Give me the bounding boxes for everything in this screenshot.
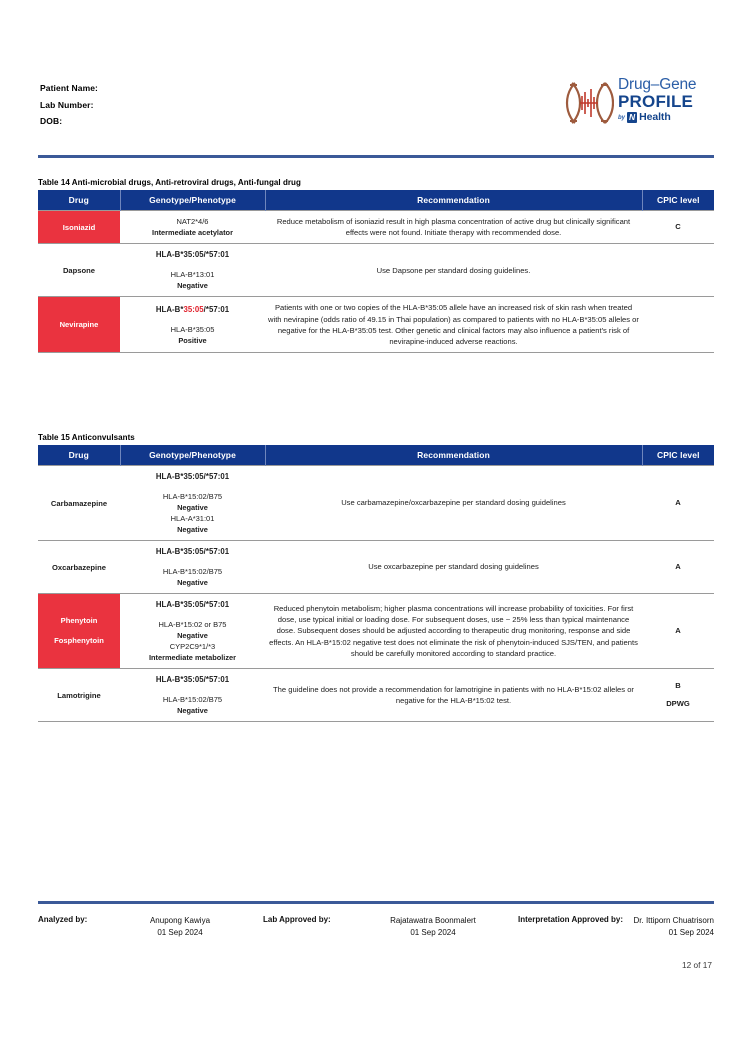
genotype-cell xyxy=(120,594,265,669)
drug-name: Dapsone xyxy=(62,265,96,275)
genotype-header xyxy=(123,304,262,315)
table-15-header-row xyxy=(38,445,714,466)
genotype-header-pre: HLA-B* xyxy=(155,250,184,260)
genotype-status: Negative xyxy=(177,631,208,640)
logo-by-text: by xyxy=(618,115,626,121)
signoff-name: Anupong Kawiya xyxy=(149,916,211,925)
genotype-header-post: 35:05/*57:01 xyxy=(183,250,230,260)
genotype-header xyxy=(123,471,262,482)
signoff-label: Analyzed by: xyxy=(38,915,88,924)
genotype-header-pre: HLA-B* xyxy=(155,304,184,314)
genotype-cell xyxy=(120,211,265,244)
signoff-lab-approved-by xyxy=(263,915,518,939)
genotype-cell xyxy=(120,466,265,541)
genotype-status: Negative xyxy=(177,578,208,587)
genotype-header-highlight: 35:05 xyxy=(183,304,204,314)
header-divider xyxy=(38,155,714,158)
table-15-caption: Table 15 Anticonvulsants xyxy=(38,433,135,442)
lab-number-label: Lab Number: xyxy=(40,99,94,110)
genotype-header xyxy=(123,546,262,557)
column-header-genotype: Genotype/Phenotype xyxy=(120,190,265,211)
table-15 xyxy=(38,445,714,722)
column-header-cpic-level: CPIC level xyxy=(642,445,714,466)
column-header-recommendation: Recommendation xyxy=(265,445,642,466)
signoff-bar xyxy=(38,915,714,939)
signoff-label: Interpretation Approved by: xyxy=(518,915,624,924)
genotype-status: Negative xyxy=(177,706,208,715)
genotype-header-post: 35:05/*57:01 xyxy=(183,547,230,556)
signoff-name: Dr. Ittiporn Chuatrisorn xyxy=(633,916,714,925)
table-row xyxy=(38,297,714,353)
genotype-header xyxy=(123,674,262,685)
cpic-level-cell: A xyxy=(642,466,714,541)
genotype-cell xyxy=(120,244,265,297)
genotype-status-2: Intermediate metabolizer xyxy=(148,653,237,662)
drug-cell xyxy=(38,669,120,722)
table-15-section xyxy=(38,433,714,722)
footer-divider xyxy=(38,901,714,904)
drug-name: Isoniazid xyxy=(62,222,96,232)
patient-name-label: Patient Name: xyxy=(40,83,98,93)
table-14 xyxy=(38,190,714,353)
drug-name: Lamotrigine xyxy=(57,690,101,700)
drug-name: Carbamazepine xyxy=(50,498,108,508)
genotype-allele: HLA-B*35:05 xyxy=(170,324,215,334)
genotype-allele: NAT2*4/6 xyxy=(176,217,209,227)
genotype-header-pre: HLA-B* xyxy=(155,547,184,556)
genotype-cell xyxy=(120,669,265,722)
drug-cell xyxy=(38,541,120,594)
cpic-level-cell: A xyxy=(642,541,714,594)
genotype-header xyxy=(123,249,262,260)
signoff-date: 01 Sep 2024 xyxy=(668,928,714,937)
genotype-cell xyxy=(120,297,265,353)
drug-cell xyxy=(38,466,120,541)
signoff-label: Lab Approved by: xyxy=(263,915,331,924)
drug-cell xyxy=(38,244,120,297)
genotype-allele: HLA-B*15:02/B75 xyxy=(162,695,223,704)
dna-helix-icon xyxy=(564,80,614,126)
table-row xyxy=(38,541,714,594)
genotype-allele: HLA-B*13:01 xyxy=(170,270,215,280)
genotype-status: Negative xyxy=(177,503,208,512)
genotype-status-2: Negative xyxy=(177,525,208,534)
cpic-level-cell xyxy=(642,297,714,353)
drug-name-alt: Fosphenytoin xyxy=(54,636,104,645)
table-row xyxy=(38,669,714,722)
genotype-header-post: /*57:01 xyxy=(203,304,230,314)
recommendation-cell: Use Dapsone per standard dosing guidelines. xyxy=(265,244,642,297)
genotype-header-pre: HLA-B* xyxy=(155,472,184,481)
cpic-level-cell: C xyxy=(642,211,714,244)
genotype-status: Intermediate acetylator xyxy=(152,228,233,238)
genotype-cell xyxy=(120,541,265,594)
table-row xyxy=(38,466,714,541)
signoff-value xyxy=(110,915,250,939)
signoff-value xyxy=(353,915,513,939)
recommendation-cell: Patients with one or two copies of the HLA-B*35:05 allele have an increased risk of skin rash when treated with nevirapine (odds ratio of 49.15 in Thai population) as compared to patients with no HLA-B*35:05 alleles or negative for the HLA-B*35:05 test. Other genetic and clinical factors may also influence a patient's risk of nevirapine-induced adverse reactions. xyxy=(265,297,642,353)
logo-line-drug-gene: Drug–Gene xyxy=(618,76,697,93)
drug-cell xyxy=(38,297,120,353)
logo-wordmark xyxy=(618,76,714,123)
logo-brand-name: Health xyxy=(639,111,671,123)
column-header-drug: Drug xyxy=(38,445,120,466)
recommendation-cell: Use carbamazepine/oxcarbazepine per standard dosing guidelines xyxy=(265,466,642,541)
genotype-allele: HLA-B*15:02/B75 xyxy=(162,567,223,576)
genotype-allele-2: HLA-A*31:01 xyxy=(170,514,215,523)
cpic-level-secondary: DPWG xyxy=(666,699,690,708)
column-header-recommendation: Recommendation xyxy=(265,190,642,211)
cpic-level-cell xyxy=(642,669,714,722)
dob-label: DOB: xyxy=(40,116,63,126)
column-header-genotype: Genotype/Phenotype xyxy=(120,445,265,466)
report-header xyxy=(40,76,712,150)
genotype-header-pre: HLA-B* xyxy=(155,675,184,684)
genotype-header xyxy=(123,599,262,610)
genotype-header-post: 35:05/*57:01 xyxy=(183,675,230,684)
logo-line-profile: PROFILE xyxy=(618,92,694,111)
page-number: 12 of 17 xyxy=(682,960,712,970)
signoff-date: 01 Sep 2024 xyxy=(410,928,456,937)
recommendation-cell: The guideline does not provide a recommendation for lamotrigine in patients with no HLA-B*15:02 alleles or negative for the HLA-B*15:02 test. xyxy=(265,669,642,722)
cpic-level-primary: B xyxy=(675,681,681,690)
cpic-level-cell: A xyxy=(642,594,714,669)
cpic-level-cell xyxy=(642,244,714,297)
patient-info-block xyxy=(40,80,98,130)
signoff-date: 01 Sep 2024 xyxy=(157,928,203,937)
column-header-drug: Drug xyxy=(38,190,120,211)
signoff-interpretation-approved-by xyxy=(518,915,714,939)
genotype-allele-2: CYP2C9*1/*3 xyxy=(169,642,216,651)
genotype-header-post: 35:05/*57:01 xyxy=(183,472,230,481)
genotype-allele: HLA-B*15:02 or B75 xyxy=(158,620,227,629)
drug-cell xyxy=(38,211,120,244)
signoff-analyzed-by xyxy=(38,915,263,939)
drug-name: Oxcarbazepine xyxy=(51,562,107,572)
recommendation-cell: Reduced phenytoin metabolism; higher plasma concentrations will increase probability of toxicities. For first dose, use typical initial or loading dose. For subsequent doses, use ~ 25% less than typical maintenance dose. Subsequent doses should be adjusted according to therapeutic drug monitoring, response and side effects. An HLA-B*15:02 negative test does not eliminate the risk of phenytoin-induced SJS/TEN, and patients should be carefully monitored according to standard practice. xyxy=(265,594,642,669)
table-14-header-row xyxy=(38,190,714,211)
genotype-allele: HLA-B*15:02/B75 xyxy=(162,492,223,501)
drug-name: Nevirapine xyxy=(59,320,99,330)
signoff-name: Rajatawatra Boonmalert xyxy=(390,916,476,925)
table-14-caption: Table 14 Anti-microbial drugs, Anti-retroviral drugs, Anti-fungal drug xyxy=(38,178,301,187)
table-row xyxy=(38,244,714,297)
genotype-status: Positive xyxy=(178,335,207,345)
table-14-section xyxy=(38,178,714,353)
column-header-cpic-level: CPIC level xyxy=(642,190,714,211)
signoff-value xyxy=(629,915,714,939)
table-row xyxy=(38,211,714,244)
table-row xyxy=(38,594,714,669)
recommendation-cell: Use oxcarbazepine per standard dosing guidelines xyxy=(265,541,642,594)
n-health-mark-icon: N xyxy=(629,112,636,122)
drug-name: Phenytoin xyxy=(60,616,98,625)
drug-cell xyxy=(38,594,120,669)
drug-gene-profile-logo xyxy=(560,76,712,138)
genotype-header-pre: HLA-B* xyxy=(155,600,184,609)
logo-brand-row xyxy=(618,112,714,123)
recommendation-cell: Reduce metabolism of isoniazid result in high plasma concentration of active drug but clinically significant effects were not found. Initiate therapy with recommended dose. xyxy=(265,211,642,244)
genotype-status: Negative xyxy=(177,281,208,291)
genotype-header-post: 35:05/*57:01 xyxy=(183,600,230,609)
